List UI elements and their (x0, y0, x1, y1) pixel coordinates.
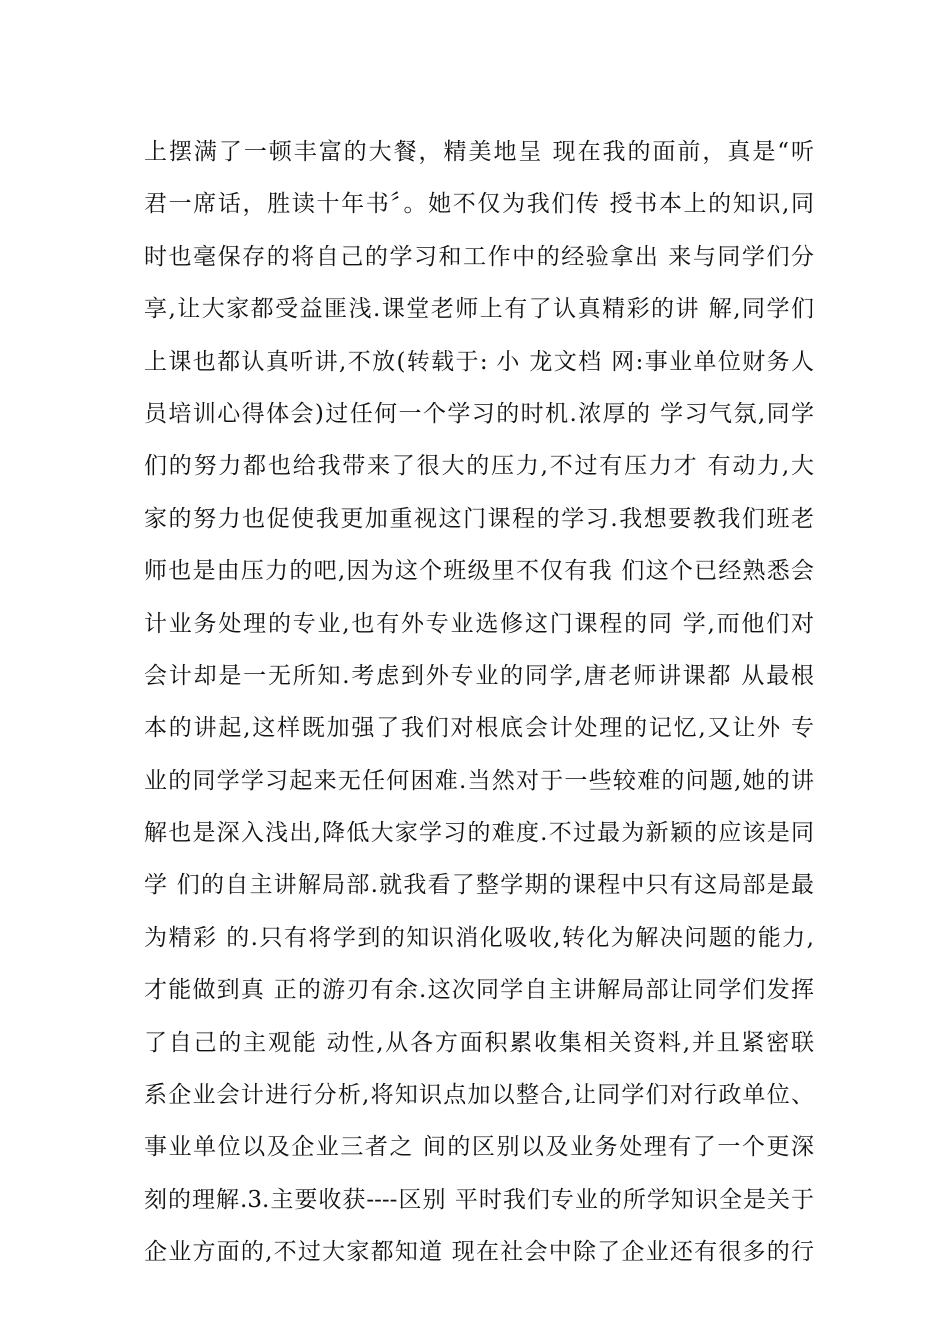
text-line: 业的同学学习起来无任何困难.当然对于一些较难的问题,她的讲 (144, 767, 814, 794)
text-line: 君一席话，胜读十年书〞。她不仅为我们传 授书本上的知识,同 (144, 191, 814, 218)
text-line: 学 们的自主讲解局部.就我看了整学期的课程中只有这局部是最 (144, 872, 814, 899)
body-text (144, 126, 814, 1279)
text-line: 企业方面的,不过大家都知道 现在社会中除了企业还有很多的行 (144, 1239, 814, 1266)
text-line: 上摆满了一顿丰富的大餐，精美地呈 现在我的面前，真是“听 (144, 139, 814, 165)
text-line: 事业单位以及企业三者之 间的区别以及业务处理有了一个更深 (144, 1134, 814, 1161)
text-line: 上课也都认真听讲,不放(转载于: 小 龙文档 网:事业单位财务人 (144, 348, 814, 375)
text-line: 计业务处理的专业,也有外专业选修这门课程的同 学,而他们对 (144, 610, 814, 637)
text-line: 师也是由压力的吧,因为这个班级里不仅有我 们这个已经熟悉会 (144, 558, 814, 585)
text-line: 员培训心得体会)过任何一个学习的时机.浓厚的 学习气氛,同学 (144, 400, 814, 427)
text-line: 们的努力都也给我带来了很大的压力,不过有压力才 有动力,大 (144, 453, 814, 480)
text-line: 刻的理解.3.主要收获----区别 平时我们专业的所学知识全是关于 (144, 1186, 814, 1213)
text-line: 家的努力也促使我更加重视这门课程的学习.我想要教我们班老 (144, 505, 814, 532)
text-line: 时也毫保存的将自己的学习和工作中的经验拿出 来与同学们分 (144, 243, 814, 270)
text-line: 系企业会计进行分析,将知识点加以整合,让同学们对行政单位、 (144, 1082, 814, 1109)
text-line: 才能做到真 正的游刃有余.这次同学自主讲解局部让同学们发挥 (144, 977, 814, 1004)
text-line: 了自己的主观能 动性,从各方面积累收集相关资料,并且紧密联 (144, 1029, 814, 1056)
text-line: 本的讲起,这样既加强了我们对根底会计处理的记忆,又让外 专 (144, 715, 814, 742)
text-line: 会计却是一无所知.考虑到外专业的同学,唐老师讲课都 从最根 (144, 662, 814, 689)
text-line: 解也是深入浅出,降低大家学习的难度.不过最为新颖的应该是同 (144, 820, 814, 847)
text-line: 为精彩 的.只有将学到的知识消化吸收,转化为解决问题的能力, (144, 924, 814, 951)
text-line: 享,让大家都受益匪浅.课堂老师上有了认真精彩的讲 解,同学们 (144, 296, 814, 323)
